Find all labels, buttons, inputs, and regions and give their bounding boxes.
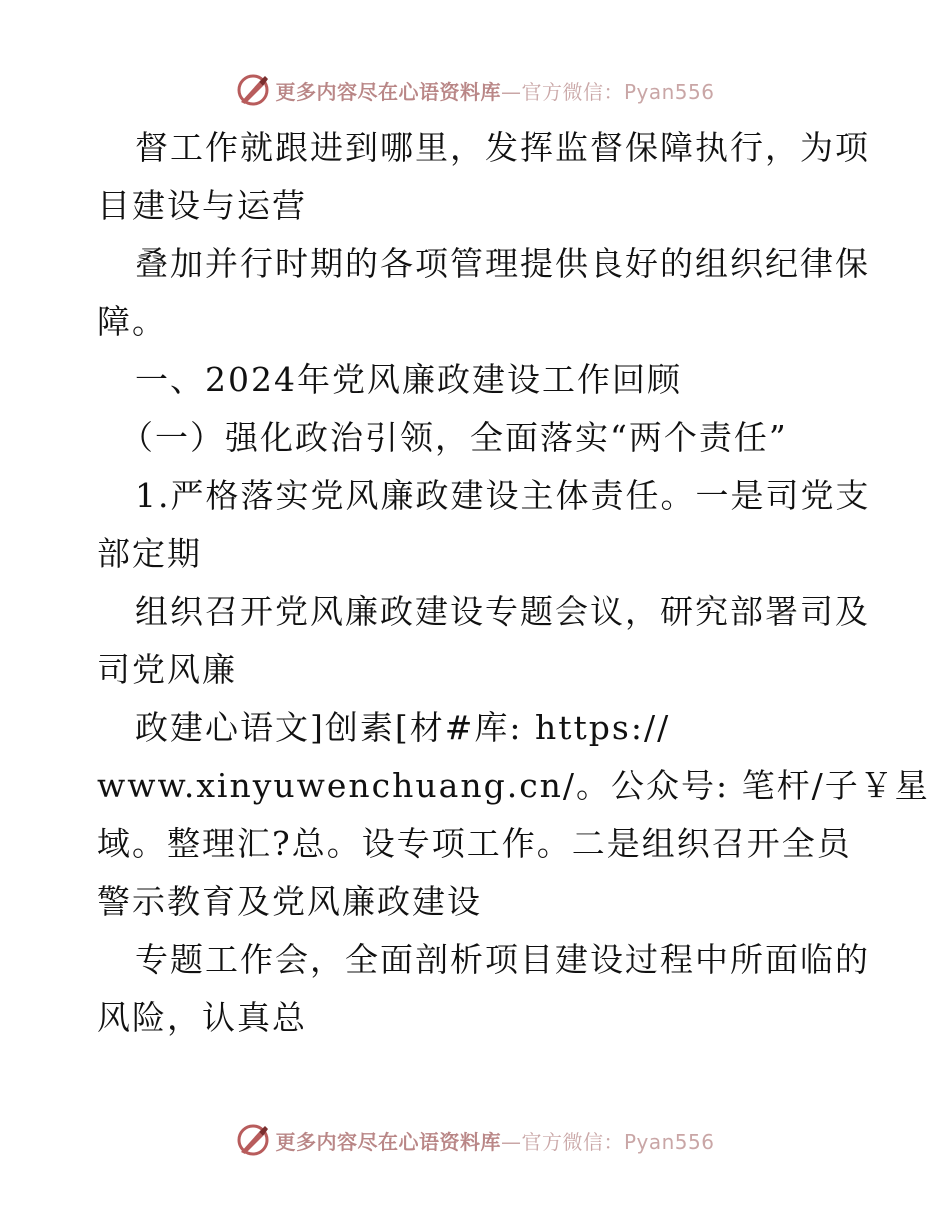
text-line: 警示教育及党风廉政建设: [97, 882, 482, 921]
text-line: 专题工作会，全面剖析项目建设过程中所面临的: [135, 940, 870, 979]
text-line: 目建设与运营: [97, 186, 307, 225]
text-line: 部定期: [97, 534, 202, 573]
section-heading: 一、2024年党风廉政建设工作回顾: [135, 360, 682, 399]
text-line: 1.严格落实党风廉政建设主体责任。一是司党支: [135, 476, 871, 515]
watermark-text: 更多内容尽在心语资料库—官方微信：Pyan556: [275, 79, 715, 104]
watermark-footer: [0, 1120, 950, 1160]
text-line: 政建心语文]创素[材#库: https://: [135, 708, 671, 747]
text-line: 障。: [97, 302, 167, 341]
text-line: 风险，认真总: [97, 998, 307, 1037]
text-line: 司党风廉: [97, 650, 237, 689]
text-line: 组织召开党风廉政建设专题会议，研究部署司及: [135, 592, 870, 631]
text-line: 叠加并行时期的各项管理提供良好的组织纪律保: [135, 244, 870, 283]
text-line: www.xinyuwenchuang.cn/。公众号: 笔杆/子￥星: [97, 766, 930, 805]
pen-logo-icon: [235, 1122, 271, 1158]
subsection-heading: （一）强化政治引领，全面落实“两个责任”: [120, 418, 788, 457]
text-line: 域。整理汇?总。设专项工作。二是组织召开全员: [97, 824, 852, 863]
watermark-text: 更多内容尽在心语资料库—官方微信：Pyan556: [275, 1129, 715, 1154]
text-line: 督工作就跟进到哪里，发挥监督保障执行，为项: [135, 128, 870, 167]
